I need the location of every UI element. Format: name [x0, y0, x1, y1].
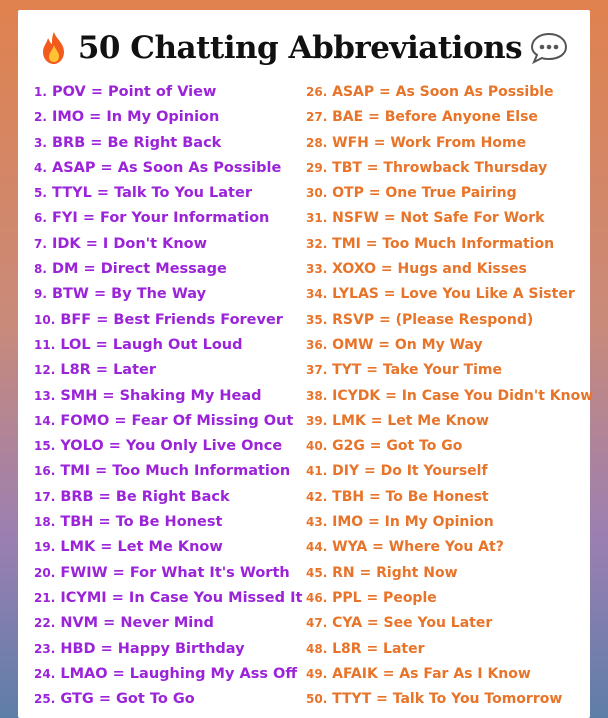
item-number: 7. — [34, 236, 47, 251]
item-text: PPL = People — [332, 589, 437, 606]
abbreviation-item — [306, 384, 594, 409]
item-text: L8R = Later — [332, 640, 425, 657]
item-number: 19. — [34, 540, 56, 555]
item-text: L8R = Later — [60, 362, 157, 379]
item-text: BRB = Be Right Back — [51, 134, 222, 151]
abbreviations-left-column — [34, 80, 304, 712]
abbreviation-item — [34, 206, 304, 231]
header — [18, 22, 590, 74]
item-number: 48. — [306, 641, 328, 656]
item-text: IMO = In My Opinion — [51, 109, 220, 126]
abbreviation-item — [34, 637, 304, 662]
item-number: 27. — [306, 110, 328, 125]
item-number: 9. — [34, 287, 47, 302]
item-text: NSFW = Not Safe For Work — [332, 210, 545, 227]
item-number: 8. — [34, 262, 47, 277]
speech-bubble-icon — [530, 32, 568, 64]
item-number: 20. — [34, 565, 56, 580]
item-number: 5. — [34, 186, 47, 201]
item-number: 15. — [34, 439, 56, 454]
item-number: 26. — [306, 85, 328, 99]
item-text: IDK = I Don't Know — [51, 235, 207, 252]
item-text: TTYL = Talk To You Later — [51, 185, 252, 202]
item-number: 34. — [306, 287, 328, 302]
item-text: LYLAS = Love You Like A Sister — [332, 286, 575, 303]
item-text: OTP = One True Pairing — [332, 185, 517, 202]
abbreviation-item — [306, 611, 590, 636]
item-number: 12. — [34, 363, 56, 378]
item-text: LOL = Laugh Out Loud — [60, 336, 243, 353]
item-number: 35. — [306, 312, 328, 327]
item-number: 2. — [34, 110, 47, 125]
item-text: G2G = Got To Go — [332, 438, 463, 455]
item-text: TBT = Throwback Thursday — [332, 159, 548, 176]
item-number: 29. — [306, 160, 328, 175]
abbreviation-item — [306, 561, 590, 586]
item-number: 44. — [306, 540, 328, 555]
abbreviation-item — [306, 80, 590, 105]
abbreviation-item — [306, 257, 590, 282]
item-text: ASAP = As Soon As Possible — [51, 159, 282, 176]
item-text: DIY = Do It Yourself — [332, 463, 488, 480]
abbreviation-item — [306, 687, 590, 712]
item-number: 42. — [306, 489, 328, 504]
item-text: OMW = On My Way — [332, 336, 483, 353]
item-number: 46. — [306, 590, 328, 605]
abbreviation-item — [306, 232, 590, 257]
item-number: 28. — [306, 135, 328, 150]
item-text: WYA = Where You At? — [332, 539, 504, 556]
abbreviation-item — [34, 232, 304, 257]
abbreviation-item — [306, 535, 590, 560]
item-number: 13. — [34, 388, 56, 403]
item-text: FYI = For Your Information — [51, 210, 270, 227]
item-text: LMK = Let Me Know — [332, 412, 489, 429]
abbreviation-item — [34, 535, 304, 560]
item-text: LMK = Let Me Know — [60, 539, 223, 556]
abbreviation-item — [306, 156, 590, 181]
abbreviation-item — [34, 687, 304, 712]
abbreviation-item — [306, 206, 590, 231]
abbreviation-item — [34, 131, 304, 156]
item-text: BRB = Be Right Back — [60, 488, 230, 505]
item-number: 17. — [34, 489, 56, 504]
item-text: XOXO = Hugs and Kisses — [332, 261, 527, 278]
item-number: 33. — [306, 262, 328, 277]
abbreviation-item — [306, 409, 590, 434]
item-number: 43. — [306, 515, 328, 530]
item-text: WFH = Work From Home — [332, 134, 527, 151]
item-text: HBD = Happy Birthday — [60, 640, 245, 657]
page-title: 50 Chatting Abbreviations — [77, 30, 523, 66]
item-number: 22. — [34, 616, 56, 631]
abbreviation-item — [306, 586, 590, 611]
item-text: SMH = Shaking My Head — [60, 387, 262, 404]
item-text: ASAP = As Soon As Possible — [332, 84, 554, 100]
item-text: BAE = Before Anyone Else — [332, 109, 538, 126]
item-number: 3. — [34, 135, 47, 150]
abbreviation-item — [34, 105, 304, 130]
abbreviation-item — [34, 662, 304, 687]
abbreviation-item — [306, 434, 590, 459]
item-text: BFF = Best Friends Forever — [60, 311, 283, 328]
item-number: 45. — [306, 565, 328, 580]
abbreviation-item — [306, 358, 590, 383]
item-number: 47. — [306, 616, 328, 631]
abbreviation-item — [306, 333, 590, 358]
abbreviation-item — [34, 510, 304, 535]
abbreviation-item — [34, 156, 304, 181]
item-text: ICYDK = In Case You Didn't Know — [332, 387, 594, 404]
item-text: YOLO = You Only Live Once — [60, 438, 283, 455]
abbreviation-item — [34, 282, 304, 307]
abbreviation-item — [34, 333, 304, 358]
item-text: TMI = Too Much Information — [60, 463, 291, 480]
item-text: LMAO = Laughing My Ass Off — [60, 665, 298, 682]
abbreviations-right-column — [306, 80, 594, 712]
item-text: RSVP = (Please Respond) — [332, 311, 534, 328]
item-text: FOMO = Fear Of Missing Out — [60, 412, 294, 429]
abbreviation-item — [34, 80, 304, 105]
item-number: 4. — [34, 160, 47, 175]
item-number: 10. — [34, 312, 56, 327]
item-number: 21. — [34, 590, 56, 605]
abbreviation-item — [34, 485, 304, 510]
item-number: 18. — [34, 515, 56, 530]
abbreviation-item — [34, 434, 304, 459]
item-number: 6. — [34, 211, 47, 226]
item-text: TTYT = Talk To You Tomorrow — [332, 691, 563, 708]
item-number: 38. — [306, 388, 328, 403]
abbreviation-item — [34, 181, 304, 206]
item-text: CYA = See You Later — [332, 615, 493, 632]
abbreviation-item — [34, 409, 304, 434]
item-number: 23. — [34, 641, 56, 656]
abbreviation-item — [306, 459, 590, 484]
item-number: 30. — [306, 186, 328, 201]
item-text: TBH = To Be Honest — [332, 488, 489, 505]
item-text: BTW = By The Way — [51, 286, 207, 303]
item-text: AFAIK = As Far As I Know — [332, 665, 531, 682]
item-number: 36. — [306, 337, 328, 352]
item-text: TMI = Too Much Information — [332, 235, 555, 252]
abbreviation-item — [306, 662, 590, 687]
abbreviation-item — [34, 459, 304, 484]
item-number: 32. — [306, 236, 328, 251]
item-text: TYT = Take Your Time — [332, 362, 502, 379]
item-number: 31. — [306, 211, 328, 226]
item-text: FWIW = For What It's Worth — [60, 564, 290, 581]
item-text: ICYMI = In Case You Missed It — [60, 589, 303, 606]
abbreviation-item — [306, 637, 590, 662]
item-number: 25. — [34, 692, 56, 707]
item-text: POV = Point of View — [51, 84, 217, 100]
item-number: 50. — [306, 692, 328, 707]
item-text: TBH = To Be Honest — [60, 514, 223, 531]
abbreviation-item — [306, 282, 590, 307]
abbreviation-item — [34, 308, 304, 333]
abbreviation-item — [34, 586, 304, 611]
abbreviations-card — [18, 10, 594, 718]
item-number: 16. — [34, 464, 56, 479]
item-number: 41. — [306, 464, 328, 479]
abbreviation-item — [306, 308, 590, 333]
item-number: 24. — [34, 666, 56, 681]
abbreviation-item — [306, 105, 590, 130]
abbreviation-item — [306, 131, 590, 156]
abbreviation-item — [306, 485, 590, 510]
abbreviation-item — [306, 510, 590, 535]
item-number: 37. — [306, 363, 328, 378]
item-text: RN = Right Now — [332, 564, 458, 581]
item-number: 49. — [306, 666, 328, 681]
abbreviation-item — [34, 561, 304, 586]
item-number: 14. — [34, 413, 56, 428]
item-text: GTG = Got To Go — [60, 691, 195, 708]
item-text: DM = Direct Message — [51, 261, 227, 278]
item-text: IMO = In My Opinion — [332, 514, 494, 531]
item-text: NVM = Never Mind — [60, 615, 214, 632]
item-number: 40. — [306, 439, 328, 454]
item-number: 11. — [34, 337, 56, 352]
abbreviation-item — [306, 181, 590, 206]
abbreviation-item — [34, 384, 304, 409]
item-number: 1. — [34, 85, 47, 99]
abbreviation-item — [34, 358, 304, 383]
abbreviation-item — [34, 611, 304, 636]
item-number: 39. — [306, 413, 328, 428]
fire-icon — [40, 31, 68, 65]
abbreviation-item — [34, 257, 304, 282]
